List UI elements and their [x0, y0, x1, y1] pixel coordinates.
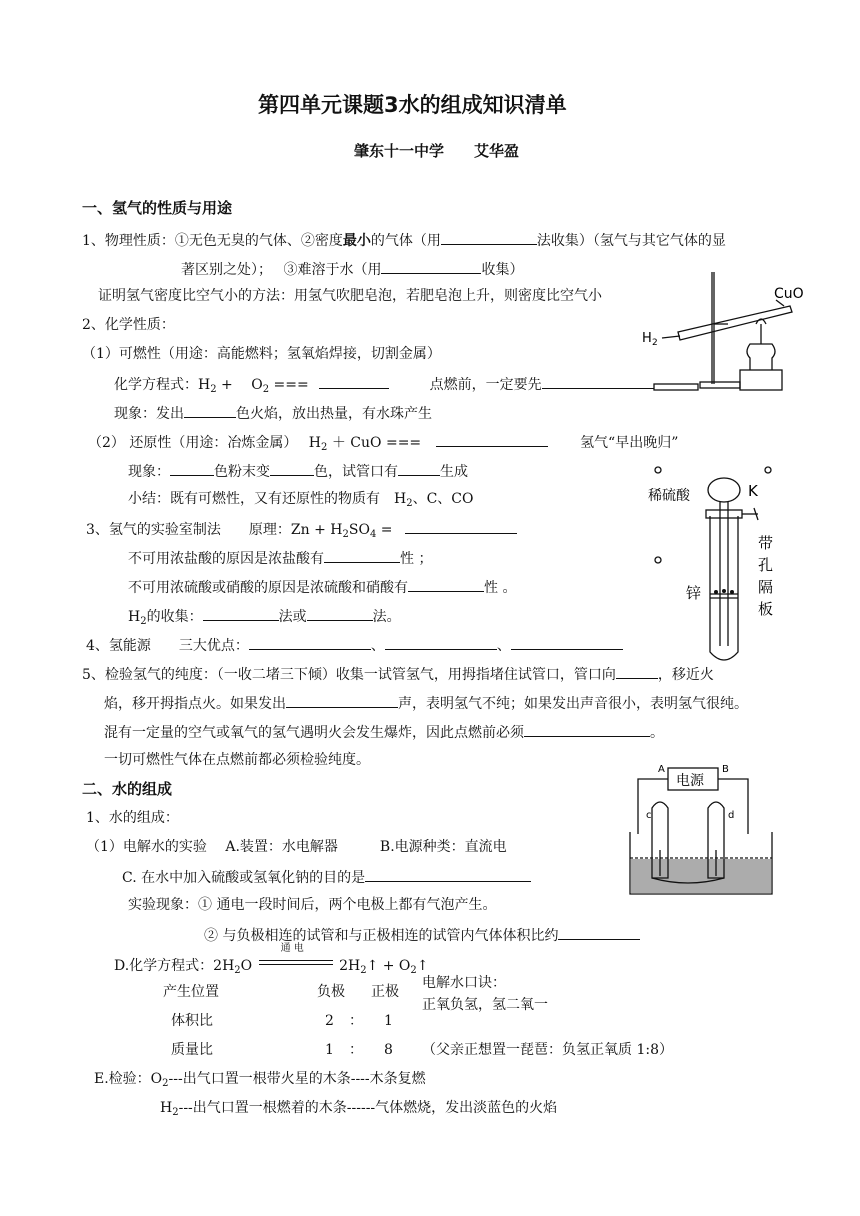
table-row-volume-neg: 2: [325, 1013, 334, 1029]
fill-blank[interactable]: [319, 374, 389, 389]
fill-blank[interactable]: [511, 635, 623, 650]
sulfuric-acid-line: 不可用浓硫酸或硝酸的原因是浓硫酸和硝酸有 性 。: [128, 577, 516, 597]
electrolysis-equation-line: D.化学方程式：$2H_2O$ 通 电 $2H_2↑$ + $O_2↑$: [114, 956, 429, 975]
combustibility-line: （1）可燃性（用途：高能燃料；氢氧焰焊接，切割金属）: [82, 346, 441, 362]
fill-blank[interactable]: [203, 606, 279, 621]
flame-phenomenon-line: 现象：发出 色火焰，放出热量，有水珠产生: [114, 403, 432, 423]
purity-rule-line: 一切可燃性气体在点燃前都必须检验纯度。: [104, 752, 370, 768]
fill-blank[interactable]: [170, 461, 214, 476]
plate-label-2: 孔: [758, 556, 774, 574]
fill-blank[interactable]: [286, 693, 398, 708]
hydrogen-generator-figure: [646, 456, 786, 674]
fill-blank[interactable]: [398, 461, 440, 476]
volume-ratio-line: ② 与负极相连的试管和与正极相连的试管内气体体积比约: [204, 925, 640, 945]
water-composition-line: 1、水的组成：: [86, 810, 179, 826]
mnemonic-title: 电解水口诀：: [422, 975, 506, 991]
zinc-label: 锌: [686, 584, 702, 602]
terminal-b-label: B: [722, 764, 729, 775]
fill-blank[interactable]: [441, 230, 537, 245]
section-2-heading: 二、水的组成: [82, 780, 173, 798]
fill-blank[interactable]: [558, 925, 640, 940]
mnemonic-note: （父亲正想置一琵琶：负氢正氧质 1:8）: [422, 1042, 673, 1058]
table-header-position: 产生位置: [163, 984, 219, 1000]
page-title: 第四单元课题3水的组成知识清单: [258, 93, 567, 117]
density-proof-line: 证明氢气密度比空气小的方法：用氢气吹肥皂泡，若肥皂泡上升，则密度比空气小: [98, 288, 602, 304]
collection-line: $H_2$的收集： 法或 法。: [128, 606, 401, 626]
table-row-mass-pos: 8: [384, 1042, 393, 1058]
hydrogen-reduction-apparatus-figure: [636, 266, 818, 396]
electrolysis-apparatus-figure: [626, 762, 776, 900]
fill-blank[interactable]: [436, 432, 548, 447]
summary-line: 小结：既有可燃性，又有还原性的物质有 $H_2$、C、CO: [128, 491, 474, 509]
table-header-positive: 正极: [371, 984, 399, 1000]
cuo-label: CuO: [774, 286, 804, 302]
purity-test-line: 5、检验氢气的纯度：（一收二堵三下倾）收集一试管氢气，用拇指堵住试管口，管口向 ，移近火: [82, 664, 714, 684]
purity-test-line-2: 焰，移开拇指点火。如果发出 声，表明氢气不纯；如果发出声音很小，表明氢气很纯。: [104, 693, 748, 713]
section-1-heading: 一、氢气的性质与用途: [82, 199, 233, 217]
fill-blank[interactable]: [184, 403, 236, 418]
fill-blank[interactable]: [524, 722, 650, 737]
table-row-mass-label: 质量比: [171, 1042, 213, 1058]
table-row-mass-neg: 1: [325, 1042, 334, 1058]
tube-c-label: c: [646, 810, 652, 821]
fill-blank[interactable]: [249, 635, 371, 650]
fill-blank[interactable]: [405, 519, 517, 534]
fill-blank[interactable]: [307, 606, 373, 621]
purpose-line: C. 在水中加入硫酸或氢氧化钠的目的是: [122, 867, 531, 887]
acid-label: 稀硫酸: [648, 488, 690, 504]
fill-blank[interactable]: [365, 867, 531, 882]
hydrochloric-acid-line: 不可用浓盐酸的原因是浓盐酸有 性 ；: [128, 548, 432, 568]
hydrogen-energy-line: 4、氢能源 三大优点： 、 、: [86, 635, 623, 655]
table-row-mass-sep: ：: [349, 1042, 363, 1058]
physical-properties-line-2: 著区别之处）； ③难溶于水（用 收集）: [181, 259, 523, 279]
condition-label: 通 电: [280, 943, 304, 954]
table-row-volume-pos: 1: [384, 1013, 393, 1029]
table-row-volume-sep: ：: [349, 1013, 363, 1029]
mnemonic-body: 正氧负氢，氢二氧一: [422, 997, 548, 1013]
plate-label-3: 隔: [758, 578, 774, 596]
reducibility-line: （2） 还原性（用途：冶炼金属） $H_2$ ＋ CuO === 氢气“早出晚归”: [88, 432, 678, 452]
experiment-phenomenon-line: 实验现象：① 通电一段时间后，两个电极上都有气泡产生。: [128, 897, 497, 913]
chemical-properties-heading: 2、化学性质：: [82, 317, 175, 333]
terminal-a-label: A: [658, 764, 665, 775]
equals-sign: [259, 960, 333, 965]
h2-label: H: [642, 331, 652, 346]
combustion-equation-line: 化学方程式：$H_2$ + $O_2$ === 点燃前，一定要先: [114, 374, 670, 394]
electrolysis-line: （1）电解水的实验 A.装置：水电解器 B.电源种类：直流电: [86, 839, 507, 855]
physical-properties-line: 1、物理性质：①无色无臭的气体、②密度最小的气体（用 法收集）（氢气与其它气体的显: [82, 230, 726, 250]
test-oxygen-line: E.检验：$O_2---$出气口置一根带火星的木条----木条复燃: [94, 1071, 426, 1089]
fill-blank[interactable]: [270, 461, 314, 476]
explosion-warning-line: 混有一定量的空气或氧气的氢气遇明火会发生爆炸，因此点燃前必须 。: [104, 722, 664, 742]
fill-blank[interactable]: [385, 635, 497, 650]
plate-label-1: 带: [758, 534, 774, 552]
author-line: 肇东十一中学 艾华盈: [354, 142, 520, 160]
test-hydrogen-line: $H_2---$出气口置一根燃着的木条------气体燃烧，发出淡蓝色的火焰: [160, 1100, 558, 1118]
fill-blank[interactable]: [408, 577, 484, 592]
tube-d-label: d: [728, 810, 735, 821]
table-row-volume-label: 体积比: [171, 1013, 213, 1029]
power-source-label: 电源: [676, 773, 704, 789]
h2-label-sub: 2: [652, 338, 658, 348]
fill-blank[interactable]: [381, 259, 481, 274]
reduction-phenomenon-line: 现象： 色粉末变 色，试管口有 生成: [128, 461, 468, 481]
fill-blank[interactable]: [324, 548, 400, 563]
plate-label-4: 板: [758, 600, 774, 618]
lab-preparation-line: 3、氢气的实验室制法 原理：$Zn + H_2SO_4$ =: [86, 519, 517, 539]
valve-k-label: K: [748, 482, 758, 500]
table-header-negative: 负极: [317, 984, 345, 1000]
